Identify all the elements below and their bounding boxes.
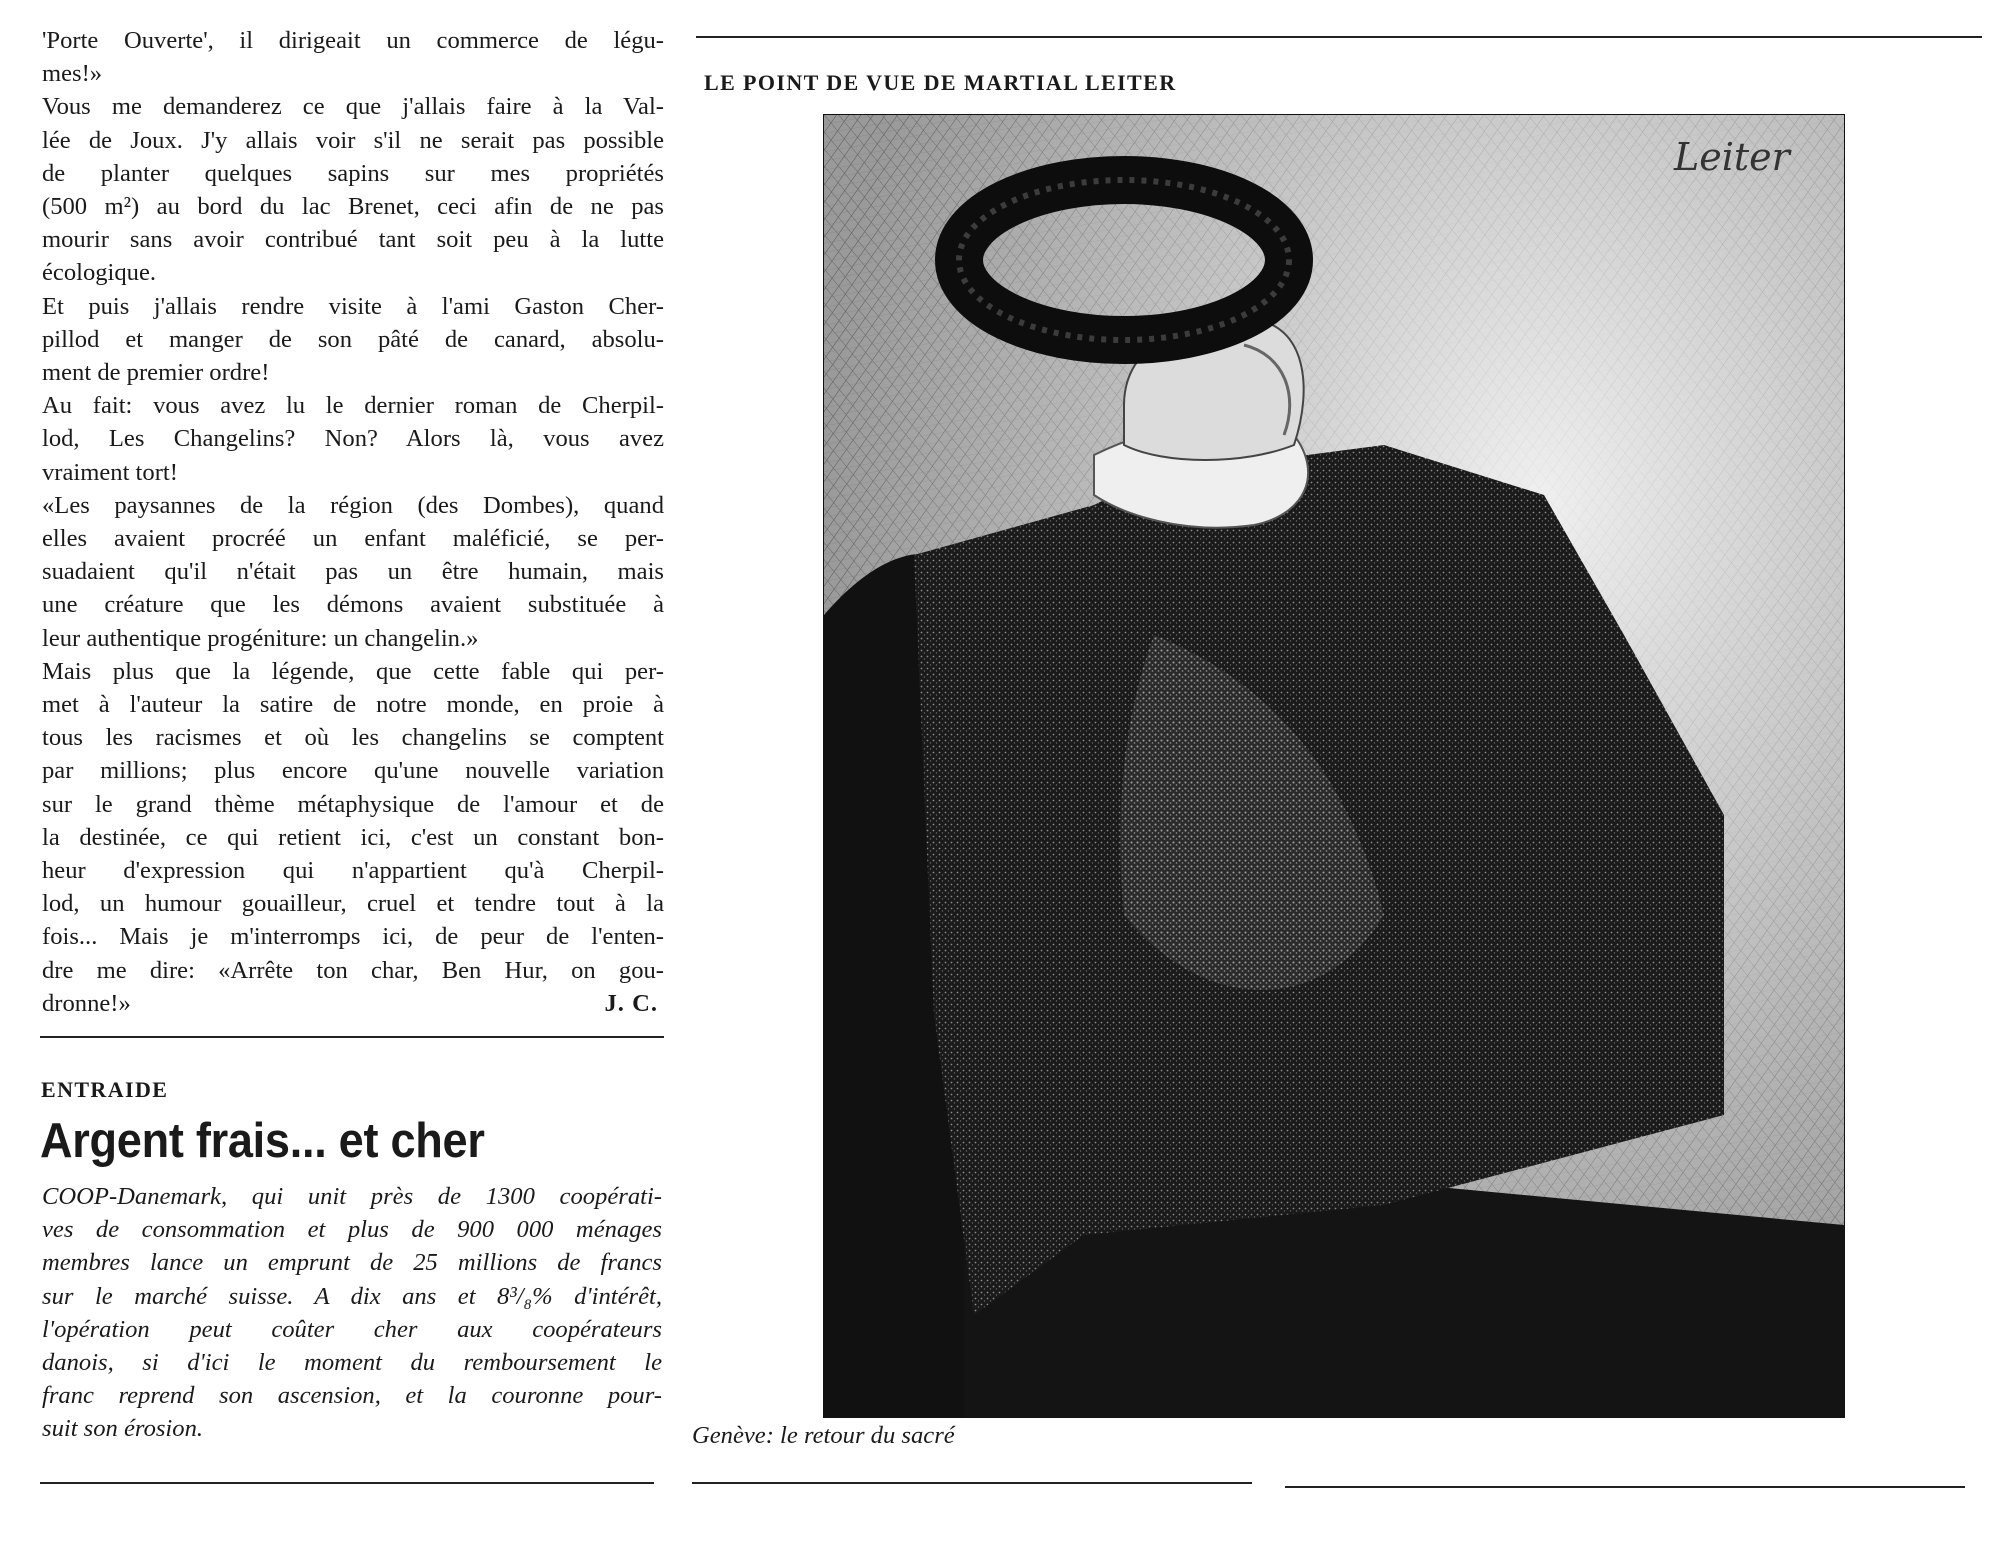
author-signature: J. C.	[604, 989, 658, 1017]
cartoon-illustration	[823, 114, 1845, 1418]
body-line: «Les paysannes de la région (des Dombes), quand	[42, 491, 664, 519]
body-line: dre me dire: «Arrête ton char, Ben Hur, on gou-	[42, 956, 664, 984]
lede-line: COOP-Danemark, qui unit près de 1300 coopérati-	[42, 1183, 662, 1210]
body-line: par millions; plus encore qu'une nouvelle variation	[42, 757, 664, 785]
body-line: met à l'auteur la satire de notre monde, en proie à	[42, 691, 664, 719]
body-line: mourir sans avoir contribué tant soit peu à la lutte	[42, 226, 664, 254]
body-line: Mais plus que la légende, que cette fable qui per-	[42, 657, 664, 685]
section-kicker: ENTRAIDE	[41, 1077, 169, 1102]
body-line: Au fait: vous avez lu le dernier roman de Cherpil-	[42, 392, 664, 420]
lede-line: franc reprend son ascension, et la couronne pour-	[42, 1382, 662, 1410]
article-lede	[42, 1180, 662, 1446]
body-line: fois... Mais je m'interromps ici, de peur de l'enten-	[42, 923, 664, 951]
lede-line: ves de consommation et plus de 900 000 ménages	[42, 1216, 662, 1244]
artist-signature: Leiter	[1674, 135, 1790, 179]
body-line: ment de premier ordre!	[42, 359, 270, 387]
body-line: de planter quelques sapins sur mes propriétés	[42, 159, 664, 187]
body-line: leur authentique progéniture: un changelin.»	[42, 624, 479, 652]
body-line: pillod et manger de son pâté de canard, absolu-	[42, 325, 664, 353]
body-line: une créature que les démons avaient substituée à	[42, 591, 664, 619]
bottom-rule-left	[40, 1482, 654, 1484]
lede-line: l'opération peut coûter cher aux coopérateurs	[42, 1315, 662, 1343]
body-line: écologique.	[42, 259, 157, 287]
cartoon-caption: Genève: le retour du sacré	[692, 1422, 955, 1449]
body-line: la destinée, ce qui retient ici, c'est un constant bon-	[42, 823, 664, 851]
closing-line	[42, 987, 664, 1020]
lede-line: sur le marché suisse. A dix ans et 8³/₈% d'intérêt,	[42, 1282, 662, 1310]
lede-line: danois, si d'ici le moment du remboursement le	[42, 1349, 662, 1377]
bottom-rule-right-b	[1285, 1486, 1965, 1488]
body-line: mes!»	[42, 60, 103, 88]
body-line: elles avaient procréé un enfant maléficié, se per-	[42, 525, 664, 553]
top-rule-right	[696, 36, 1982, 38]
bottom-rule-right-a	[692, 1482, 1252, 1484]
body-line: suadaient qu'il n'était pas un être humain, mais	[42, 558, 664, 586]
article-headline: Argent frais... et cher	[40, 1114, 485, 1168]
body-line: vraiment tort!	[42, 458, 178, 486]
body-line: lée de Joux. J'y allais voir s'il ne serait pas possible	[42, 126, 664, 154]
body-line: Vous me demanderez ce que j'allais faire à la Val-	[42, 93, 664, 121]
article-continuation	[42, 24, 664, 1020]
body-line: dronne!»	[42, 989, 131, 1017]
body-line: lod, Les Changelins? Non? Alors là, vous avez	[42, 425, 664, 453]
lede-line: membres lance un emprunt de 25 millions de francs	[42, 1249, 662, 1277]
body-line: sur le grand thème métaphysique de l'amour et de	[42, 790, 664, 818]
cartoon-kicker: LE POINT DE VUE DE MARTIAL LEITER	[704, 70, 1177, 95]
body-line: Et puis j'allais rendre visite à l'ami Gaston Cher-	[42, 292, 664, 320]
body-line: lod, un humour gouailleur, cruel et tendre tout à la	[42, 890, 664, 918]
section-divider	[40, 1036, 664, 1038]
article-body	[42, 24, 664, 1020]
body-line: heur d'expression qui n'appartient qu'à Cherpil-	[42, 857, 664, 885]
body-line: 'Porte Ouverte', il dirigeait un commerce de légu-	[42, 27, 664, 54]
lede-line: suit son érosion.	[42, 1415, 204, 1443]
body-line: tous les racismes et où les changelins se comptent	[42, 724, 664, 752]
body-line: (500 m²) au bord du lac Brenet, ceci afin de ne pas	[42, 193, 664, 221]
